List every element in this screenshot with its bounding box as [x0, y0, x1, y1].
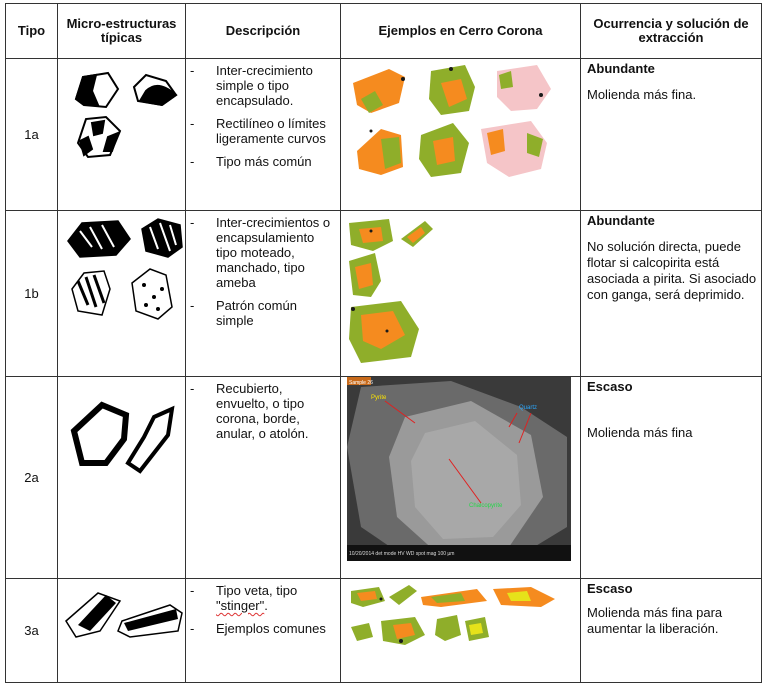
- header-row: [6, 4, 762, 59]
- sem-image: [341, 377, 581, 577]
- tipo-cell: 2a: [6, 377, 58, 579]
- desc-item: Rectilíneo o límites ligeramente curvos: [216, 116, 326, 146]
- desc-item: Ejemplos comunes: [216, 621, 326, 636]
- desc-item: Tipo veta, tipo "stinger".: [216, 583, 298, 613]
- micro-structure-2a: [58, 377, 186, 579]
- nivel-label: Abundante: [587, 213, 655, 228]
- micro-structure-1b: [58, 211, 186, 377]
- desc-item: Tipo más común: [216, 154, 312, 169]
- solucion-text: Molienda más fina.: [587, 87, 697, 102]
- tipo-cell: 3a: [6, 579, 58, 683]
- table-row-3a: [6, 579, 762, 683]
- mineral-intergrowth-table: [5, 3, 762, 683]
- desc-item: Inter-crecimientos o encapsulamiento tipo moteado, manchado, tipo ameba: [216, 215, 331, 290]
- descripcion-1a: - Inter-crecimiento simple o tipo encapsulado. - Rectilíneo o límites ligeramente curvos - Tipo más común: [186, 59, 341, 211]
- header-ejemplos: Ejemplos en Cerro Corona: [341, 4, 581, 59]
- sem-chalcopyrite-label: Chalcopyrite: [469, 503, 503, 509]
- descripcion-2a: - Recubierto, envuelto, o tipo corona, borde, anular, o atolón.: [186, 377, 341, 579]
- ejemplos-3a: [341, 579, 581, 683]
- sem-quartz-label: Quartz: [519, 405, 538, 411]
- table-row-2a: [6, 377, 762, 579]
- ocurrencia-1a: [581, 59, 762, 211]
- sem-footer: 10/20/2014 det mode HV WD spot mag 100 µm: [349, 551, 455, 557]
- header-micro: Micro-estructuras típicas: [58, 4, 186, 59]
- ocurrencia-1b: [581, 211, 762, 377]
- micro-structure-3a: [58, 579, 186, 683]
- solucion-text: Molienda más fina: [587, 425, 693, 440]
- ocurrencia-2a: [581, 377, 762, 579]
- sem-pyrite-label: Pyrite: [371, 395, 387, 401]
- ejemplos-2a: [341, 377, 581, 579]
- nivel-label: Escaso: [587, 379, 633, 394]
- descripcion-3a: - Tipo veta, tipo "stinger". - Ejemplos comunes: [186, 579, 341, 683]
- desc-item: Patrón común simple: [216, 298, 297, 328]
- micro-structure-1a: [58, 59, 186, 211]
- ocurrencia-3a: [581, 579, 762, 683]
- table-row-1b: [6, 211, 762, 377]
- nivel-label: Escaso: [587, 581, 633, 596]
- tipo-cell: 1a: [6, 59, 58, 211]
- header-tipo: Tipo: [6, 4, 58, 59]
- header-descripcion: Descripción: [186, 4, 341, 59]
- table-row-1a: [6, 59, 762, 211]
- desc-item: Recubierto, envuelto, o tipo corona, borde, anular, o atolón.: [216, 381, 309, 441]
- nivel-label: Abundante: [587, 61, 655, 76]
- desc-item: Inter-crecimiento simple o tipo encapsulado.: [216, 63, 313, 108]
- ejemplos-1a: [341, 59, 581, 211]
- sem-sample-label: Sample 26: [349, 380, 373, 386]
- ejemplos-1b: [341, 211, 581, 377]
- header-ocurrencia: Ocurrencia y solución de extracción: [581, 4, 762, 59]
- solucion-text: Molienda más fina para aumentar la liberación.: [587, 605, 723, 636]
- descripcion-1b: - Inter-crecimientos o encapsulamiento tipo moteado, manchado, tipo ameba - Patrón común simple: [186, 211, 341, 377]
- tipo-cell: 1b: [6, 211, 58, 377]
- solucion-text: No solución directa, puede flotar si calcopirita está asociada a pirita. Si asociado con ganga, será deprimido.: [587, 239, 757, 302]
